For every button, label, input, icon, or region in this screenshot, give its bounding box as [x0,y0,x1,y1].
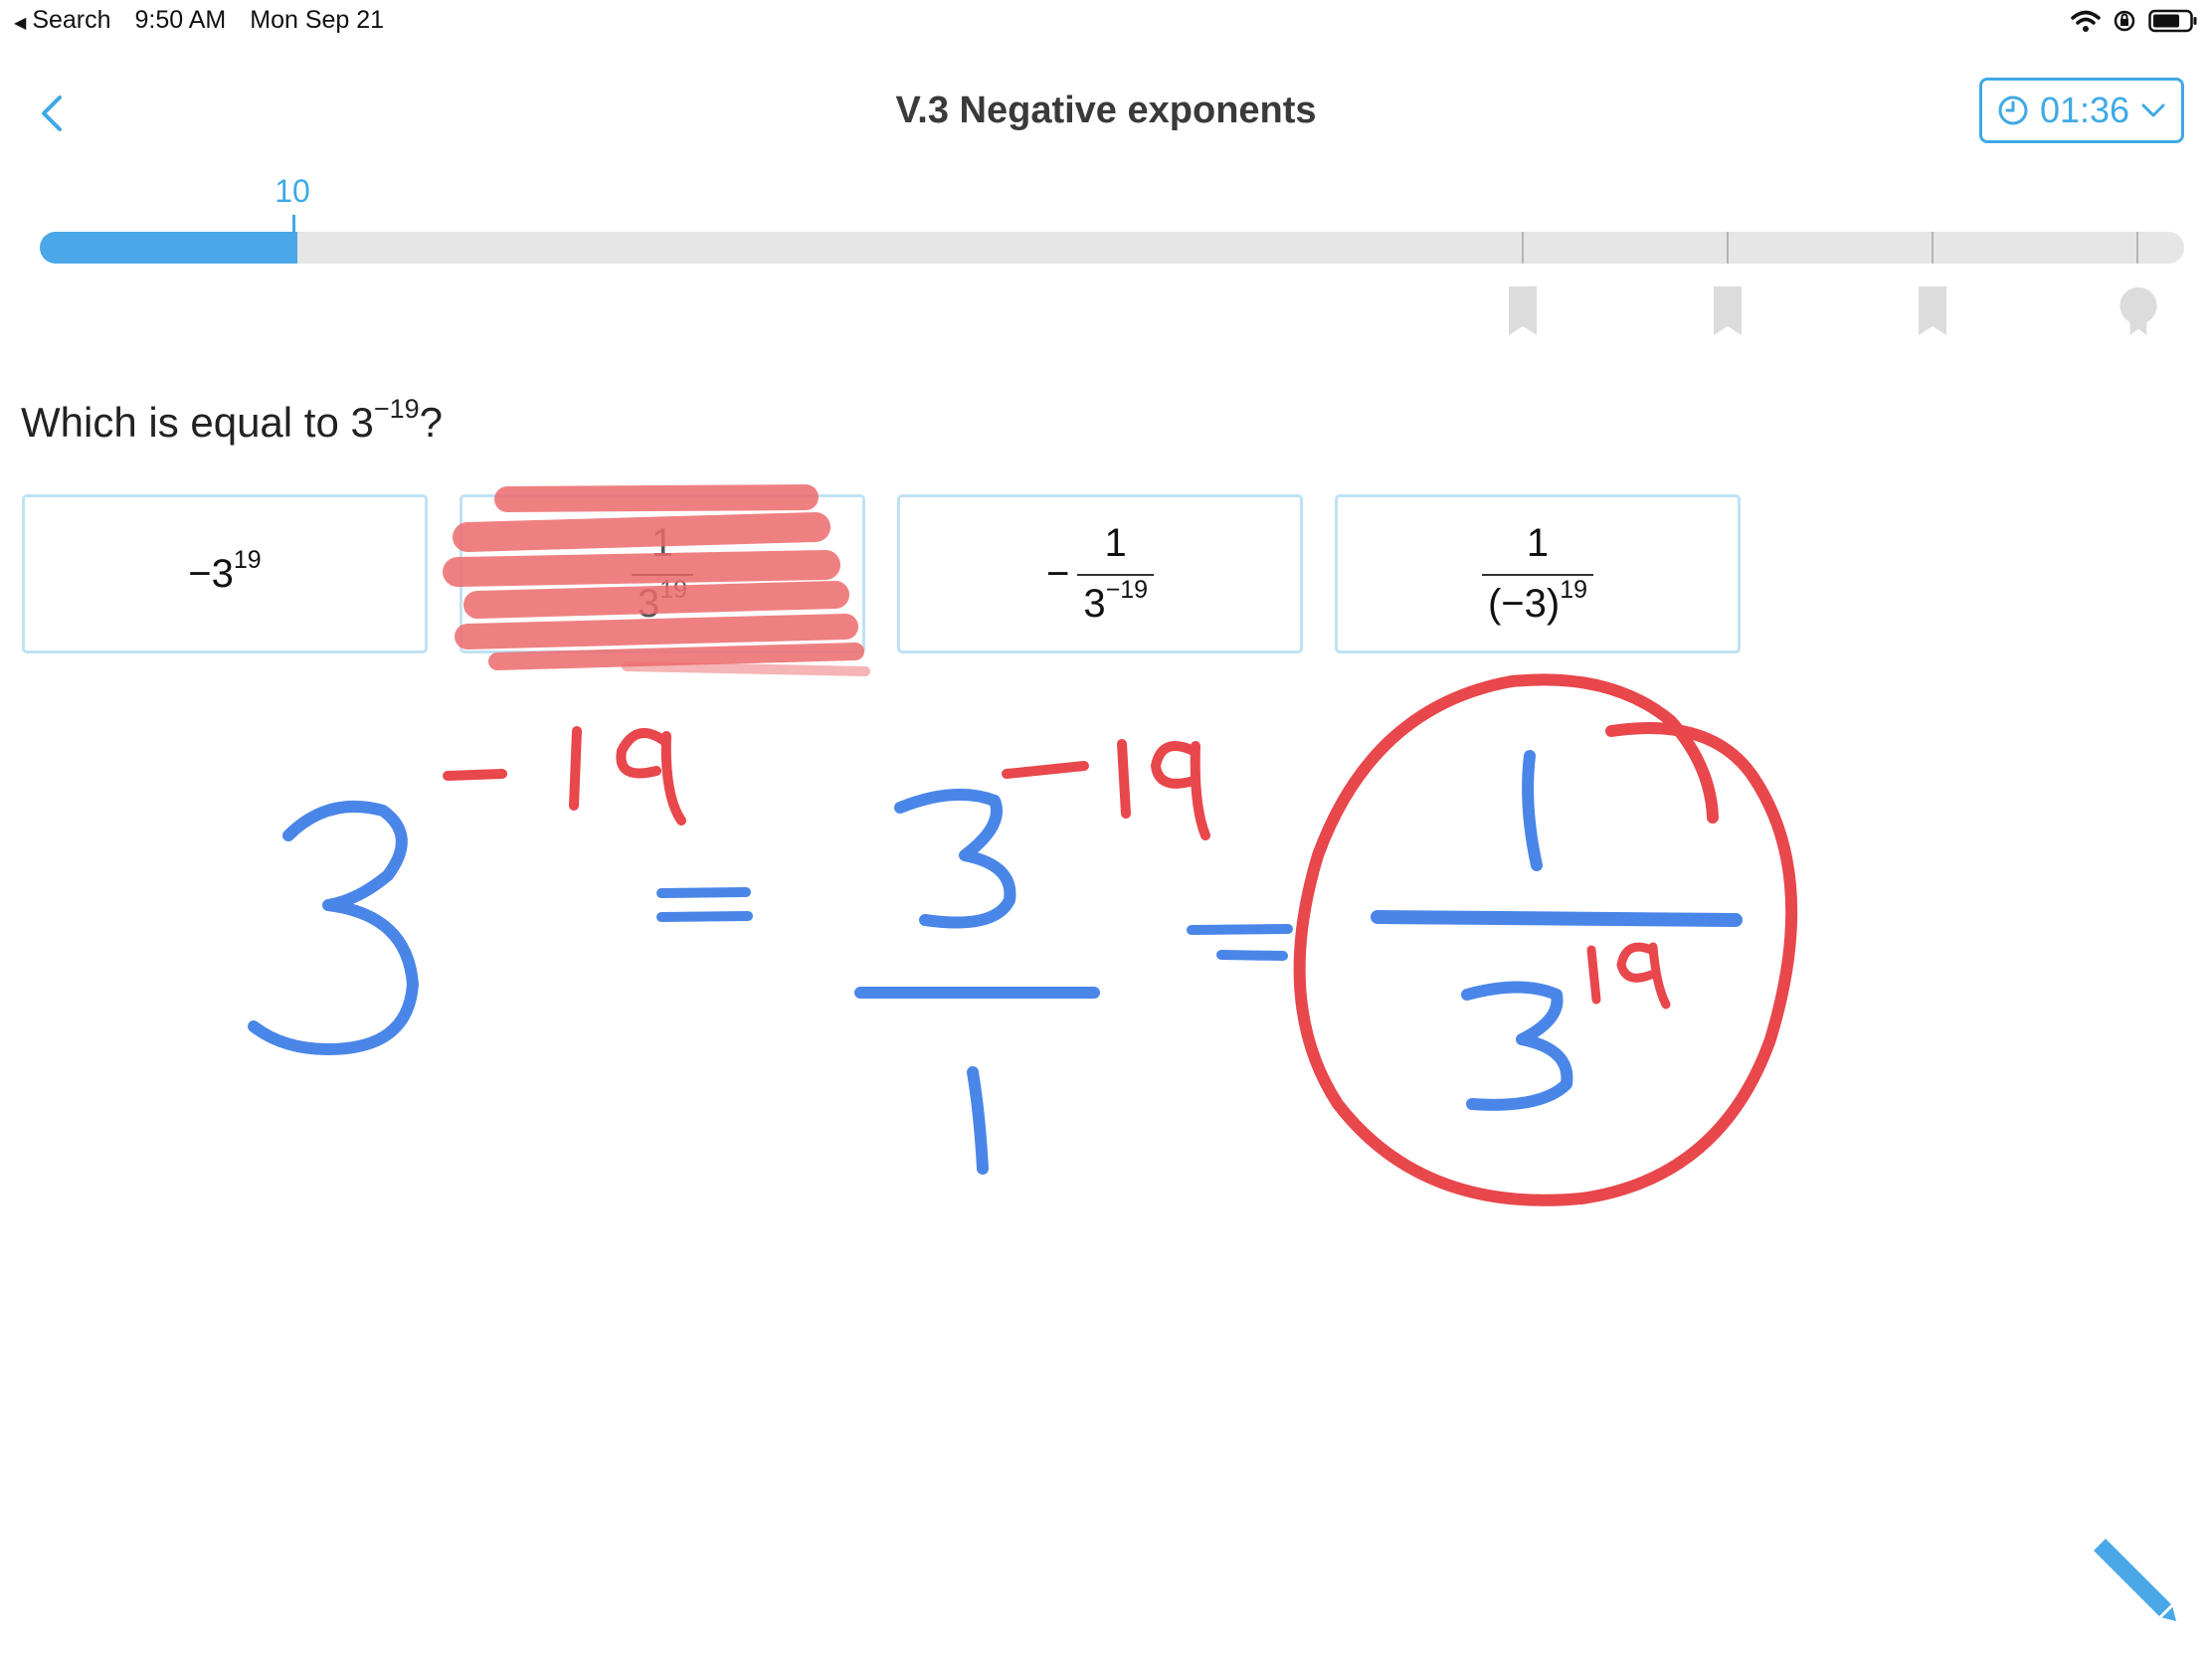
timer-value: 01:36 [2039,90,2130,130]
answer-option-3[interactable]: − $\frac{1}{3^{-19}}$ [897,494,1303,653]
question-exponent: −19 [373,394,420,424]
question-suffix: ? [419,399,444,446]
answer-option-2[interactable] [460,494,865,653]
back-triangle-icon: ◀ [14,15,27,32]
milestone-tick [2136,232,2138,264]
chevron-down-icon [2139,100,2167,120]
status-time: 9:50 AM [134,6,227,34]
bookmark-icon [1918,285,1947,337]
pencil-tool-button[interactable] [2085,1528,2180,1623]
milestone-tick [1522,232,1524,264]
wifi-icon [2071,9,2101,33]
answer-fraction: $\frac{1}{3^{-19}}$ [1077,521,1154,627]
answer-option-1[interactable] [22,494,428,653]
award-ribbon-icon [2117,285,2160,337]
milestone-tick [1932,232,1934,264]
status-bar [0,0,2212,40]
progress-bar [40,232,2184,264]
page-title: V.3 Negative exponents [895,90,1317,131]
bookmark-icon [1508,285,1538,337]
orientation-lock-icon [2113,9,2136,33]
timer-button[interactable] [1979,78,2184,143]
question-prefix: Which is equal to 3 [21,399,374,446]
smart-score-label: 10 [275,173,310,209]
smart-score-tick [292,215,295,233]
answer-expression: $-3^{19}$ [188,545,262,596]
battery-icon [2148,8,2198,34]
bookmark-icon [1713,285,1743,337]
status-back-to-app[interactable]: ◀ Search [14,6,111,34]
question-text [21,394,444,447]
clock-icon [1996,93,2030,127]
progress-fill [40,232,297,264]
answer-option-4[interactable] [1335,494,1741,653]
milestone-tick [1727,232,1729,264]
pencil-icon [2085,1528,2180,1623]
status-date: Mon Sep 21 [250,6,385,34]
answer-fraction: $\frac{1}{(-3)^{19}}$ [1482,521,1593,627]
answer-fraction: $\frac{1}{3^{19}}$ [632,521,693,627]
